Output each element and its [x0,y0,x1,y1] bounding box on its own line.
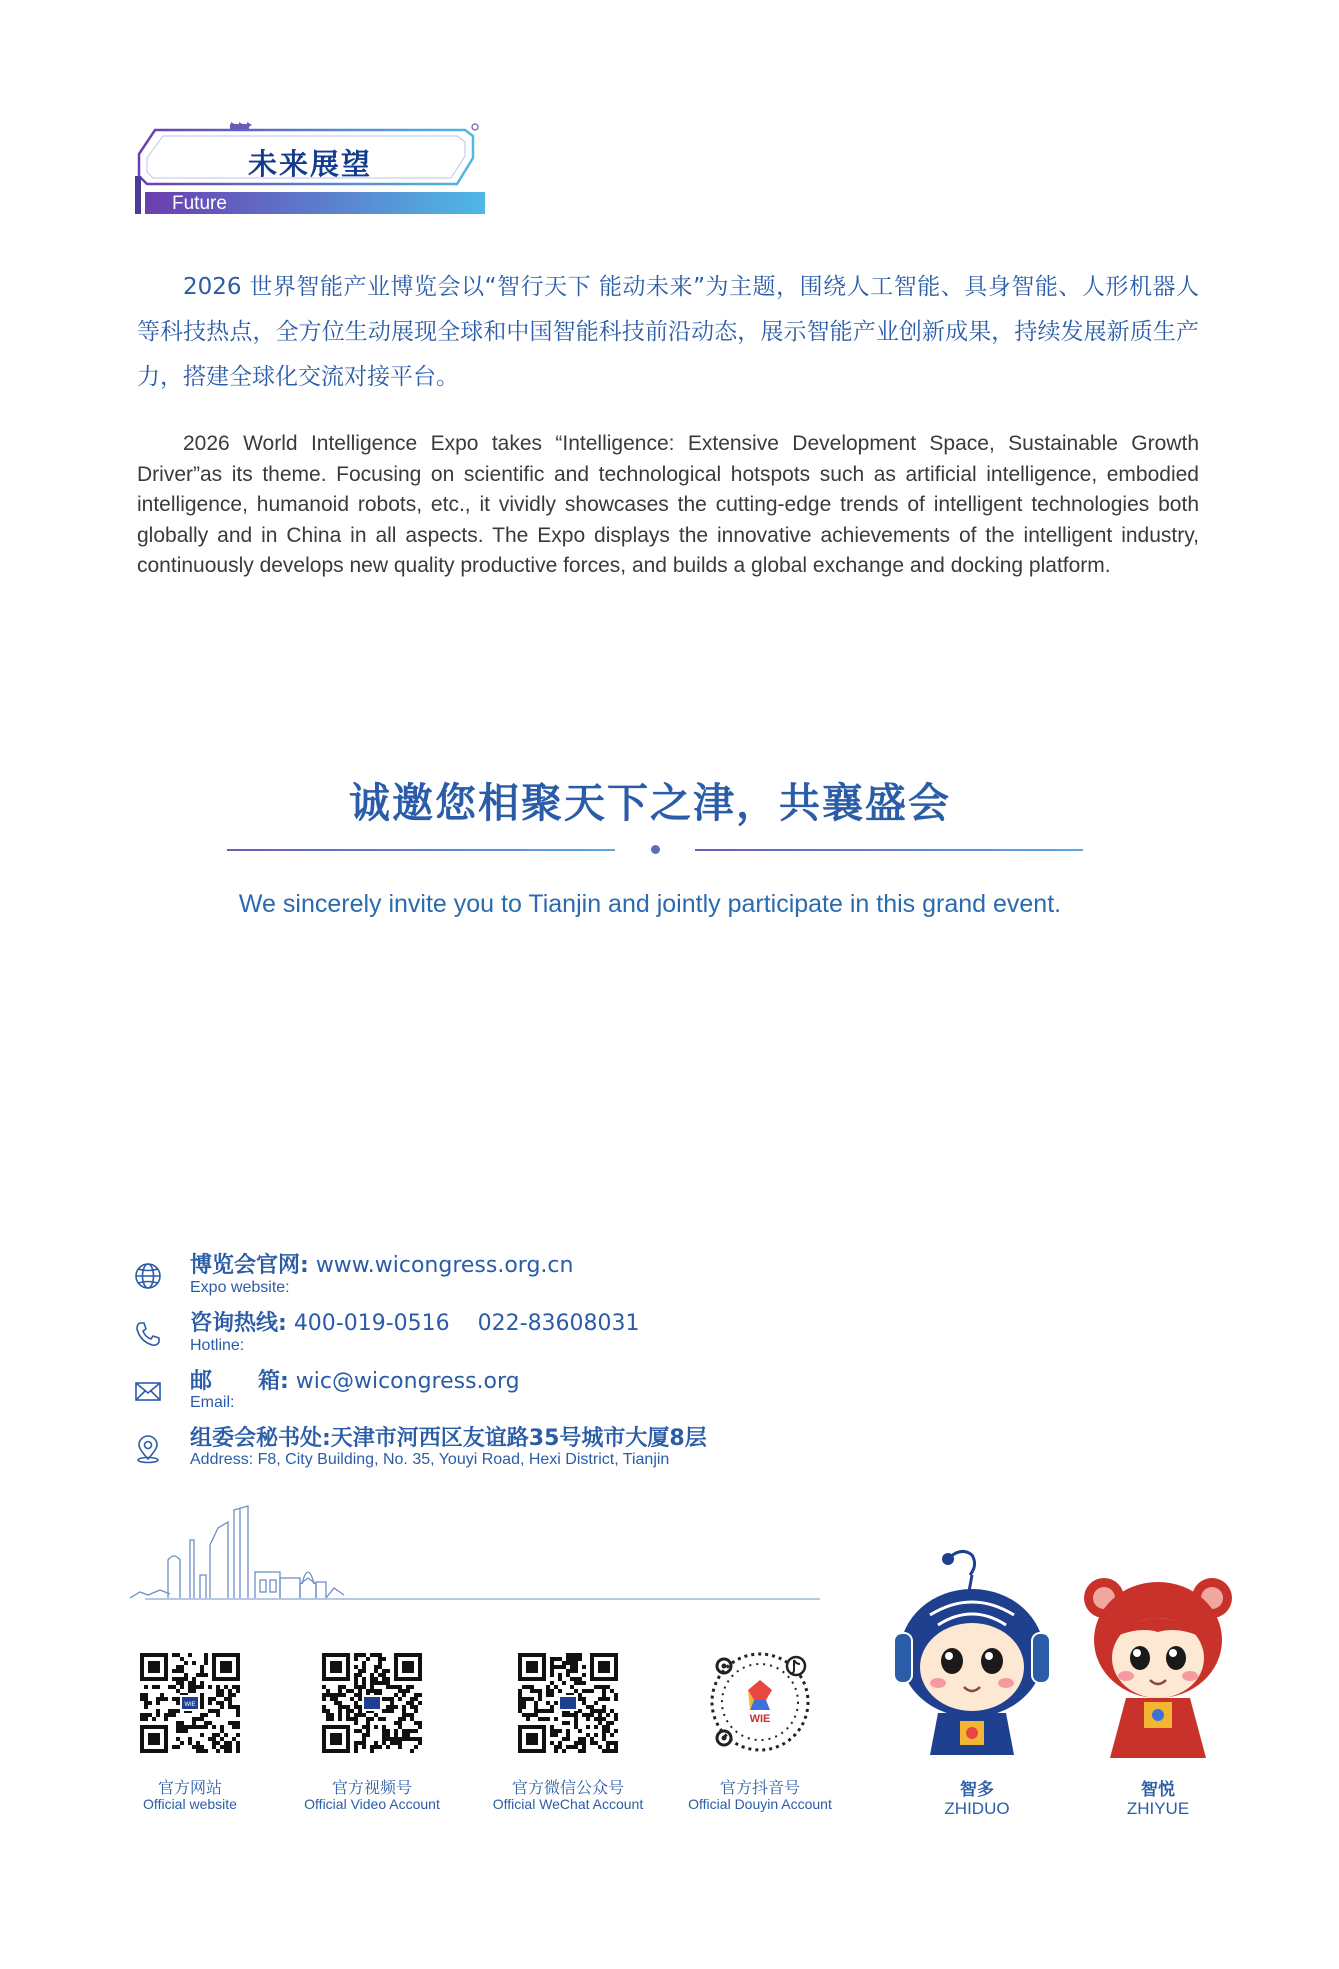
qr-caption-video-cn: 官方视频号 [331,1778,412,1797]
section-title: 未来展望 [248,147,373,181]
website-label-en: Expo website: [190,1279,290,1296]
douyin-mini-program-code[interactable] [708,1650,812,1754]
divider-right [695,849,1083,851]
email-line [190,1364,520,1395]
divider-dot [651,845,660,854]
mascot-zhiduo [890,1545,1060,1765]
website-link[interactable]: www.wicongress.org.cn [315,1253,574,1278]
qr-code-wechat-account[interactable] [518,1653,618,1753]
mascot-zhiduo-name-en: ZHIDUO [944,1799,1010,1818]
mascot-zhiyue-name-en: ZHIYUE [1126,1799,1190,1818]
section-subtitle: Future [172,193,227,214]
hotline-label-en: Hotline: [190,1337,245,1354]
invitation-subheading: We sincerely invite you to Tianjin and jointly participate in this grand event. [238,890,1062,918]
website-label: 博览会官网: [190,1253,309,1278]
qr-caption-website-en: Official website [143,1796,237,1812]
qr-code-official-website[interactable] [140,1653,240,1753]
address-label-en: Address: F8, City Building, No. 35, Youyi Road, Hexi District, Tianjin [190,1451,670,1468]
qr-center-logo-label: WIE [184,1702,196,1708]
douyin-code-center-label: WIE [749,1713,771,1725]
qr-caption-wechat-en: Official WeChat Account [492,1796,644,1812]
mascot-zhiduo-name-cn: 智多 [960,1780,994,1800]
intro-paragraph-cn: 2026 世界智能产业博览会以“智行天下 能动未来”为主题，围绕人工智能、具身智能、人形机器人等科技热点，全方位生动展现全球和中国智能科技前沿动态，展示智能产业创新成果，持续发展新质生产力，搭建全球化交流对接平台。 [137,274,1199,390]
qr-code-video-account[interactable] [322,1653,422,1753]
email-label-en: Email: [190,1394,235,1411]
mascot-zhiyue-name-cn: 智悦 [1141,1780,1175,1800]
hotline-line [190,1306,640,1337]
hotline-label: 咨询热线: [190,1311,287,1336]
email-label: 邮 箱: [190,1369,289,1394]
intro-paragraph-en: 2026 World Intelligence Expo takes “Intelligence: Extensive Development Space, Sustainable Growth Driver”as its theme. Focusing on scientific and technological hotspots such as artificial intelligence, embodied intelligence, humanoid robots, etc., it vividly showcases the cutting-edge trends of intelligent technologies both globally and in China in all aspects. The Expo displays the innovative achievements of the intelligent industry, continuously develops new quality productive forces, and builds a global exchange and docking platform. [137,432,1199,577]
qr-caption-wechat-cn: 官方微信公众号 [511,1778,624,1797]
hotline-numbers[interactable]: 400-019-0516 022-83608031 [293,1311,640,1336]
address-line: 组委会秘书处:天津市河西区友谊路35号城市大厦8层 [190,1426,707,1451]
mascot-zhiyue [1078,1568,1238,1768]
phone-icon [133,1319,163,1349]
divider-left [227,849,615,851]
qr-caption-douyin-cn: 官方抖音号 [719,1778,800,1797]
qr-caption-website-cn: 官方网站 [157,1778,222,1797]
globe-icon [133,1261,163,1291]
location-pin-icon [133,1434,163,1464]
tianjin-skyline-illustration [130,1500,820,1605]
invitation-heading: 诚邀您相聚天下之津，共襄盛会 [349,779,951,827]
qr-caption-video-en: Official Video Account [304,1796,440,1812]
website-line [190,1248,573,1279]
envelope-icon [133,1376,163,1406]
email-link[interactable]: wic@wicongress.org [295,1369,520,1394]
qr-caption-douyin-en: Official Douyin Account [688,1796,832,1812]
